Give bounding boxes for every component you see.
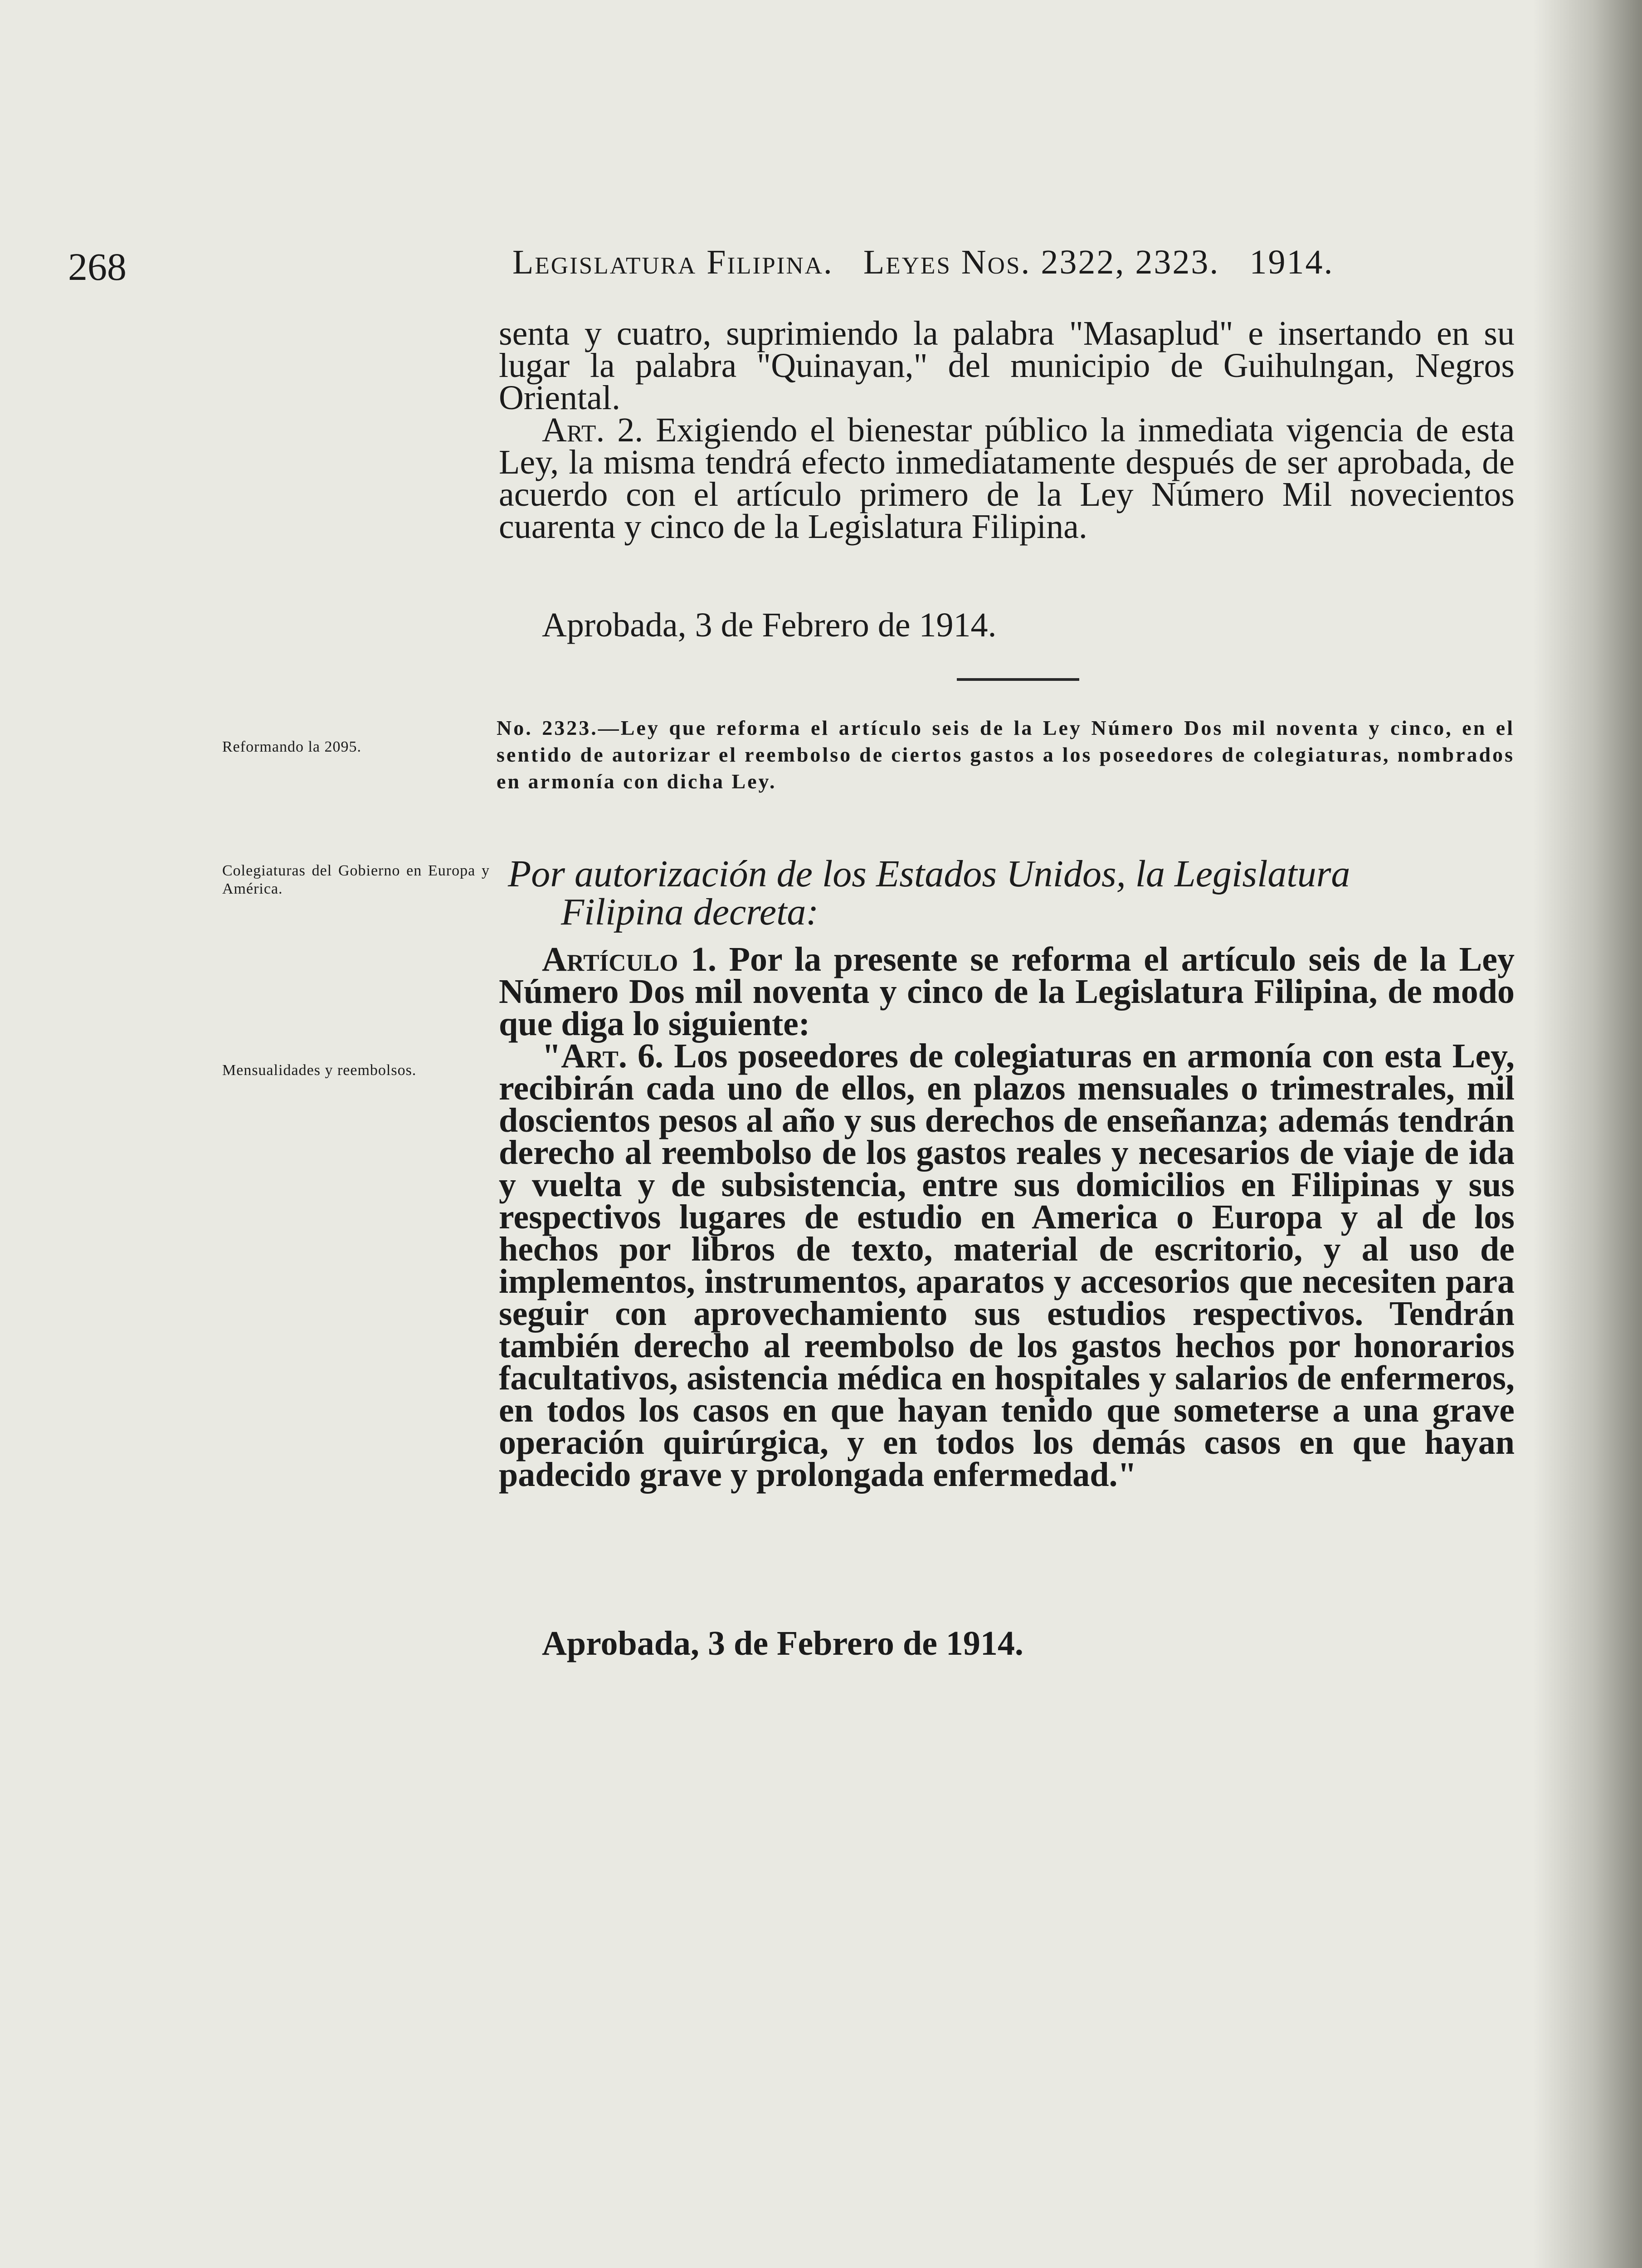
article-1-label: Artículo [542, 940, 678, 978]
marginal-note-allowances: Mensualidades y reembolsos. [222, 1062, 417, 1079]
article-2-text: 2. Exigiendo el bienestar público la inmediata vigencia de esta Ley, la misma tendrá efecto inmediatamente después de ser aprobada, de acuerdo con el artículo primero de la Ley Número Mil novecientos cuarenta y cinco de la Legislatura Filipina. [499, 411, 1515, 546]
enacting-clause-line-1: Por autorización de los Estados Unidos, la Legislatura [508, 853, 1350, 895]
article-2-label: Art. [542, 411, 605, 449]
enacting-clause-line-2: Filipina decreta: [561, 891, 819, 933]
marginal-note-amends: Reformando la 2095. [222, 738, 361, 755]
law-2323-article-1 [499, 940, 1515, 1043]
running-head-title: Legislatura Filipina. [512, 243, 833, 281]
law-2323-body [499, 940, 1515, 1494]
running-head-year: 1914. [1249, 243, 1334, 281]
running-head [512, 243, 1501, 282]
article-1-text: 1. Por la presente se reforma el artículo seis de la Ley Número Dos mil noventa y cinco de la Legislatura Filipina, de modo que diga lo siguiente: [499, 940, 1515, 1043]
quoted-article-6-text: 6. Los poseedores de colegiaturas en armonía con esta Ley, recibirán cada uno de ellos, en plazos mensuales o trimestrales, mil doscientos pesos al año y sus derechos de enseñanza; además tendrán derecho al reembolso de los gastos reales y necesarios de viaje de ida y vuelta y de subsistencia, entre sus domicilios en Filipinas y sus respectivos lugares de estudio en America o Europa y al de los hechos por libros de texto, material de escritorio, y al uso de implementos, instrumentos, aparatos y accesorios que necesiten para seguir con aprovechamiento sus estudios respectivos. Tendrán también derecho al reembolso de los gastos hechos por honorarios facultativos, asistencia médica en hospitales y salarios de enfermeros, en todos los casos en que hayan tenido que someterse a una grave operación quirúrgica, y en todos los demás casos en que hayan padecido grave y prolongada enfermedad." [499, 1037, 1515, 1494]
page-number: 268 [68, 245, 127, 288]
marginal-note-scholarships: Colegiaturas del Gobierno en Europa y América. [222, 862, 490, 897]
running-head-laws: Leyes Nos. 2322, 2323. [863, 243, 1220, 281]
quoted-article-6-label: "Art. [542, 1037, 627, 1075]
law-2323-quoted-article-6 [499, 1037, 1515, 1494]
law-2323-approval-date: Aprobada, 3 de Febrero de 1914. [542, 1624, 1023, 1662]
page-edge-shadow [1533, 0, 1642, 2268]
law-2322-article-2 [499, 411, 1515, 546]
section-divider [957, 678, 1079, 681]
law-2322-article-1-end: senta y cuatro, suprimiendo la palabra "Masaplud" e insertando en su lugar la palabra "Quinayan," del municipio de Guihulngan, Negros Oriental. [499, 314, 1515, 417]
law-2322-continuation [499, 314, 1515, 546]
law-2323-summary: No. 2323.—Ley que reforma el artículo seis de la Ley Número Dos mil noventa y cinco, en el sentido de autorizar el reembolso de ciertos gastos a los poseedores de colegiaturas, nombrados en armonía con dicha Ley. [497, 716, 1515, 793]
law-2322-approval-date: Aprobada, 3 de Febrero de 1914. [542, 606, 997, 644]
enacting-clause [508, 855, 1519, 931]
